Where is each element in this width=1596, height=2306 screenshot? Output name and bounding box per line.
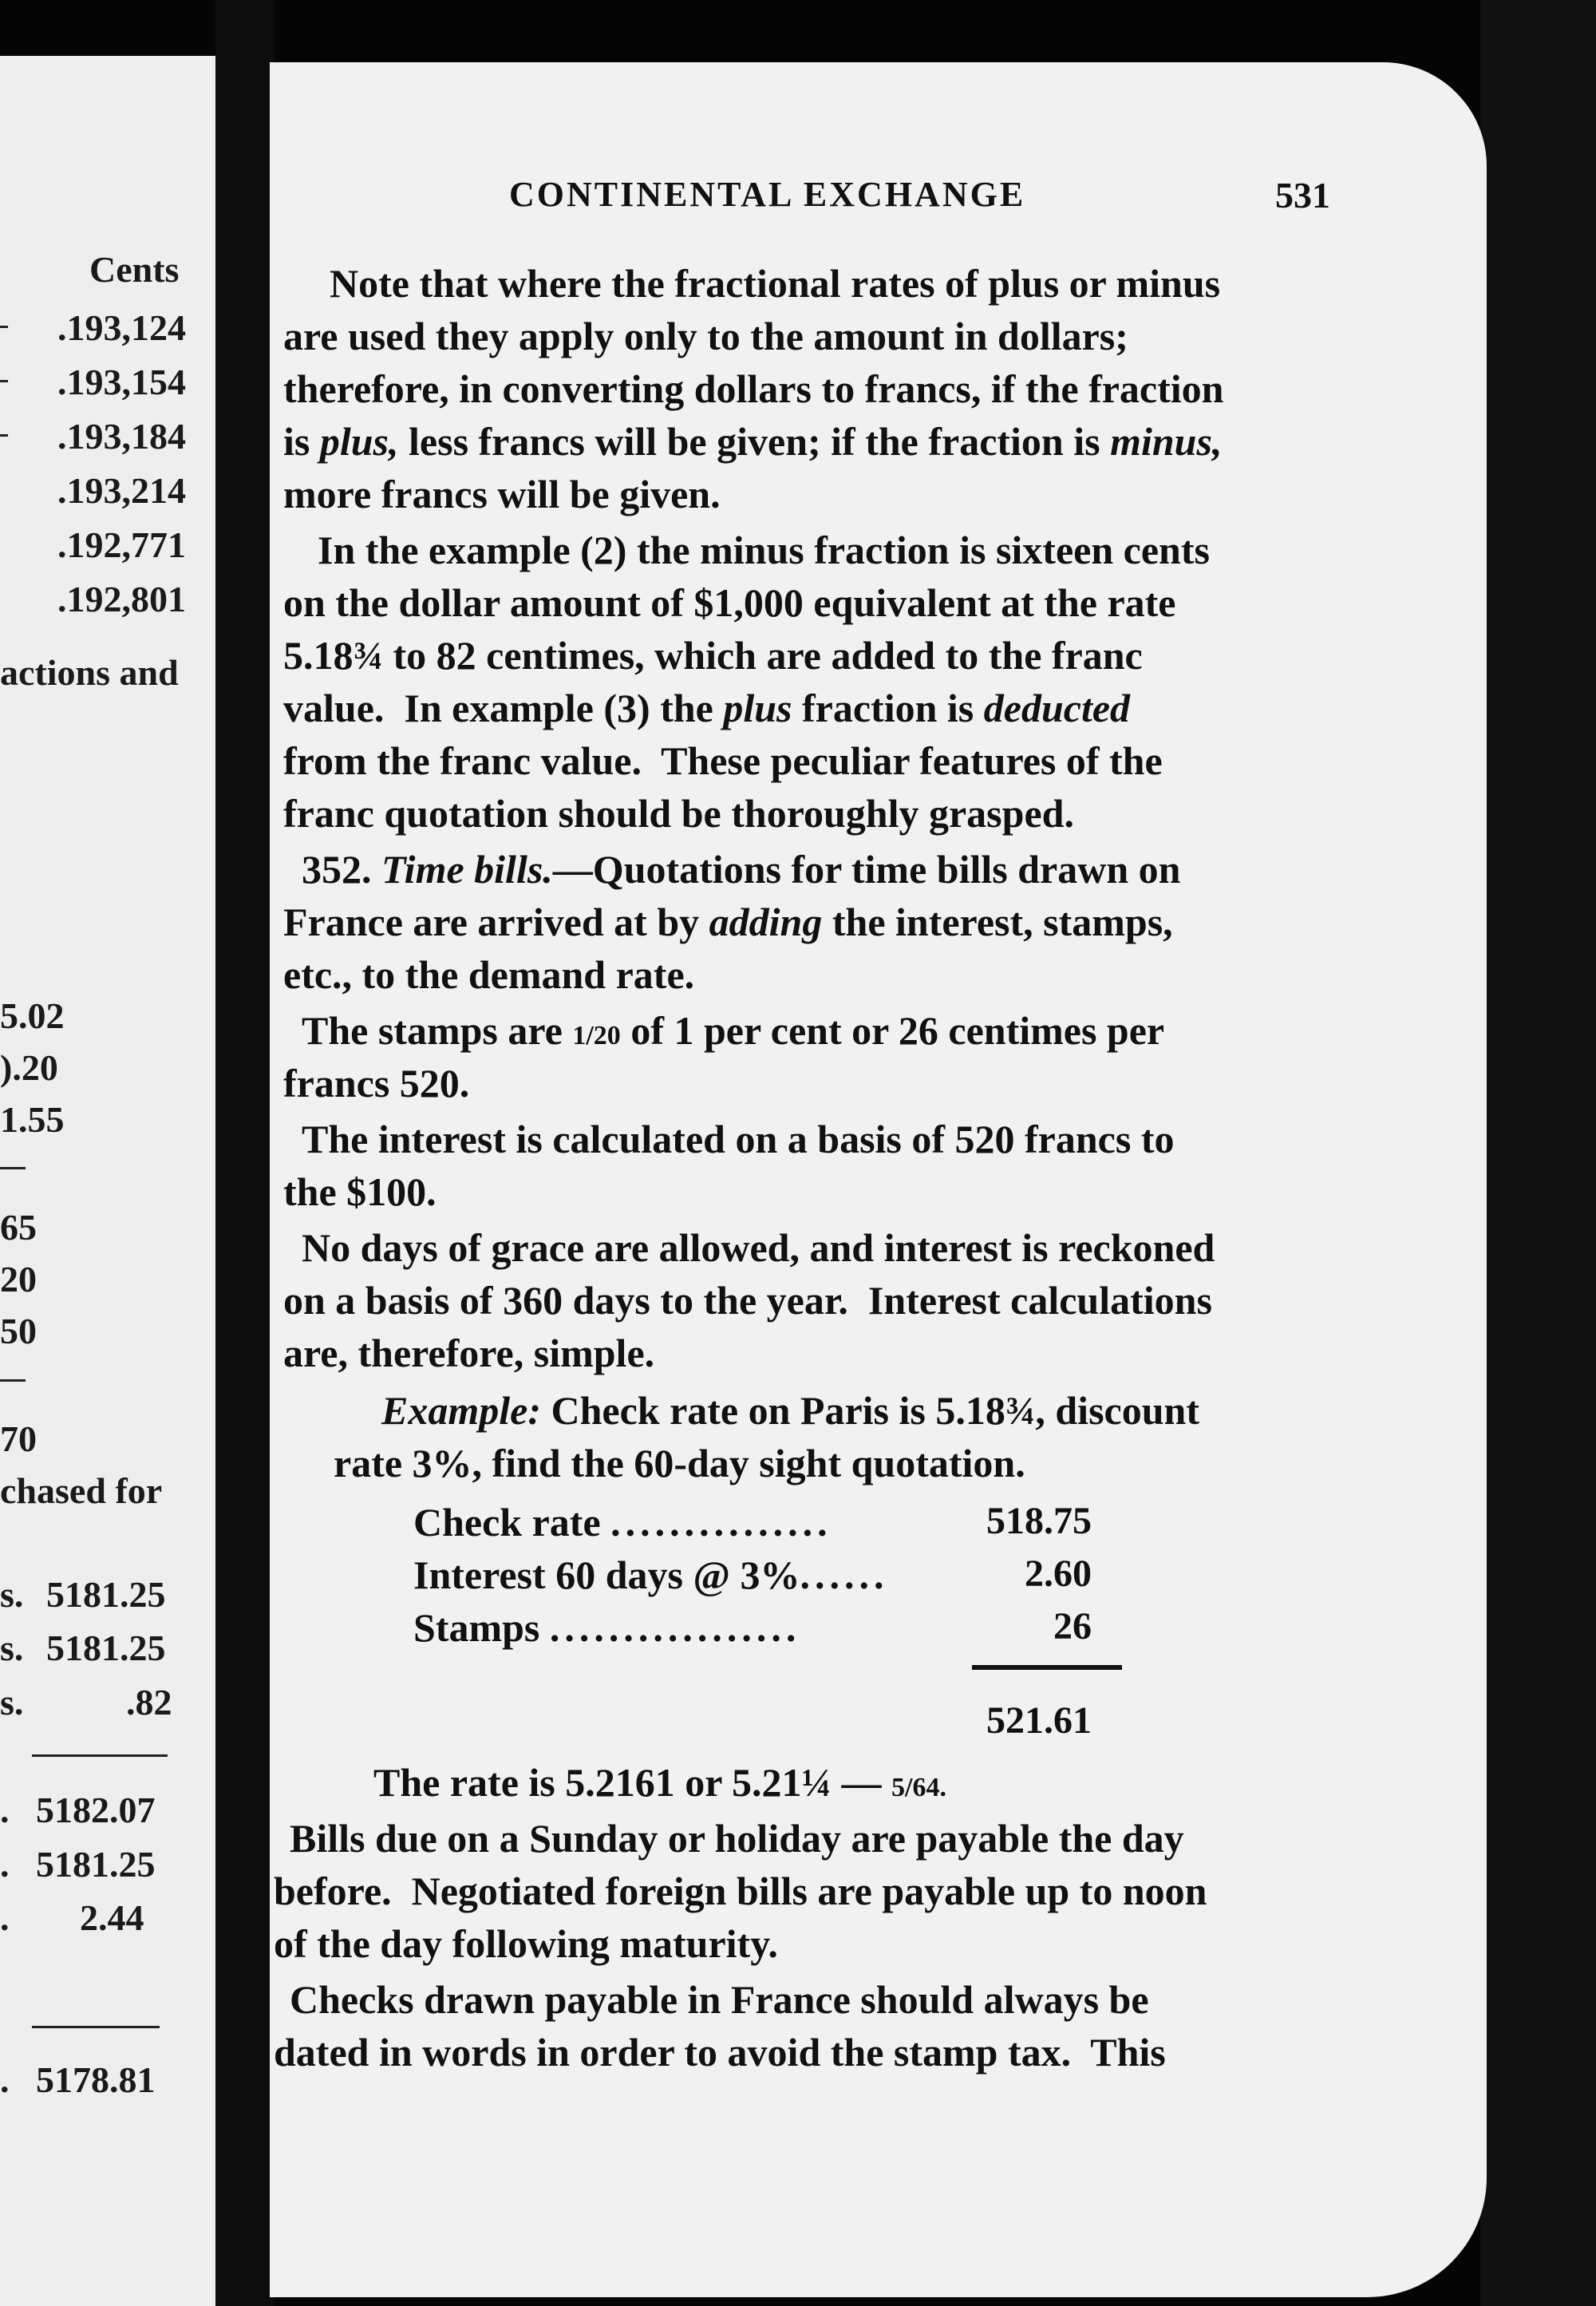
- cents-value: .192,801: [57, 579, 186, 619]
- section-heading: 352. Time bills.—Quotations for time bills drawn on: [302, 847, 1181, 892]
- text-line: rate 3%, find the 60-day sight quotation.: [334, 1441, 1025, 1485]
- partial-number: 20: [0, 1259, 37, 1299]
- rule-line: [32, 2026, 160, 2028]
- text-line: 5.18¾ to 82 centimes, which are added to the franc: [283, 633, 1143, 678]
- francs-value: 5181.25: [46, 1574, 166, 1615]
- calc-row-stamps: Stamps .................: [413, 1605, 801, 1650]
- rule-line: [0, 1379, 26, 1382]
- cents-value: .192,771: [57, 524, 186, 565]
- francs-value: 5181.25: [46, 1628, 166, 1668]
- left-page-fragment: [0, 56, 225, 2306]
- francs-prefix: .: [0, 1844, 10, 1885]
- partial-number: 65: [0, 1207, 37, 1248]
- text-line: from the franc value. These peculiar features of the: [283, 738, 1163, 783]
- text-line: Checks drawn payable in France should always be: [290, 1977, 1149, 2022]
- calc-value: 26: [1053, 1605, 1092, 1647]
- text-line: of the day following maturity.: [274, 1921, 778, 1966]
- page-number: 531: [1275, 175, 1330, 216]
- calc-total: 521.61: [986, 1699, 1092, 1742]
- text-line: on a basis of 360 days to the year. Interest calculations: [283, 1278, 1212, 1323]
- book-gutter: [215, 0, 275, 2306]
- running-header: CONTINENTAL EXCHANGE: [509, 175, 1026, 214]
- text-line: are used they apply only to the amount in dollars;: [283, 314, 1128, 358]
- text-line: The stamps are 1/20 of 1 per cent or 26 centimes per: [302, 1008, 1165, 1053]
- text-line: before. Negotiated foreign bills are payable up to noon: [274, 1869, 1207, 1913]
- francs-value: 5181.25: [36, 1844, 156, 1885]
- text-line: The rate is 5.2161 or 5.21¼ — 5/64.: [373, 1760, 946, 1805]
- francs-value: 5178.81: [36, 2059, 156, 2100]
- tick-mark: [0, 434, 8, 437]
- francs-prefix: s.: [0, 1628, 24, 1668]
- tick-mark: [0, 326, 8, 328]
- francs-value: .82: [126, 1682, 172, 1723]
- partial-number: 1.55: [0, 1099, 65, 1140]
- francs-prefix: .: [0, 2059, 10, 2100]
- book-page: [270, 62, 1487, 2297]
- text-line: France are arrived at by adding the interest, stamps,: [283, 900, 1173, 944]
- francs-prefix: s.: [0, 1574, 24, 1615]
- calc-row-interest: Interest 60 days @ 3%......: [413, 1552, 889, 1597]
- text-line: dated in words in order to avoid the stamp tax. This: [274, 2030, 1166, 2075]
- text-line: In the example (2) the minus fraction is sixteen cents: [318, 528, 1210, 572]
- sum-rule: [972, 1665, 1122, 1670]
- text-line: value. In example (3) the plus fraction is deducted: [283, 686, 1131, 730]
- calc-value: 2.60: [1025, 1552, 1092, 1595]
- rule-line: [32, 1754, 168, 1757]
- rule-line: [0, 1167, 26, 1169]
- partial-number: ).20: [0, 1047, 58, 1088]
- text-line: more francs will be given.: [283, 472, 721, 516]
- text-line: is plus, less francs will be given; if the fraction is minus,: [283, 419, 1223, 464]
- francs-prefix: .: [0, 1790, 10, 1830]
- partial-number: 50: [0, 1311, 37, 1351]
- example-heading: Example: Check rate on Paris is 5.18¾, discount: [381, 1388, 1199, 1433]
- francs-value: 2.44: [80, 1897, 144, 1938]
- cents-value: .193,184: [57, 416, 186, 457]
- text-line: Bills due on a Sunday or holiday are payable the day: [290, 1816, 1184, 1861]
- text-line: francs 520.: [283, 1061, 470, 1106]
- francs-prefix: s.: [0, 1682, 24, 1723]
- text-line: The interest is calculated on a basis of 520 francs to: [302, 1117, 1175, 1161]
- tick-mark: [0, 380, 8, 382]
- cents-value: .193,214: [57, 470, 186, 511]
- text-line: etc., to the demand rate.: [283, 952, 695, 997]
- book-edge: [1480, 0, 1596, 2306]
- fragment-text: actions and: [0, 652, 179, 693]
- text-line: are, therefore, simple.: [283, 1331, 655, 1375]
- text-line: the $100.: [283, 1169, 437, 1214]
- calc-value: 518.75: [986, 1500, 1092, 1542]
- partial-number: 70: [0, 1418, 37, 1459]
- francs-prefix: .: [0, 1897, 10, 1938]
- calc-row-check-rate: Check rate ...............: [413, 1500, 832, 1545]
- francs-value: 5182.07: [36, 1790, 156, 1830]
- cents-header: Cents: [89, 249, 180, 290]
- partial-number: 5.02: [0, 995, 65, 1036]
- cents-value: .193,124: [57, 307, 186, 348]
- text-line: No days of grace are allowed, and interest is reckoned: [302, 1225, 1215, 1270]
- text-line: Note that where the fractional rates of plus or minus: [330, 261, 1221, 306]
- text-line: therefore, in converting dollars to francs, if the fraction: [283, 366, 1224, 411]
- text-line: on the dollar amount of $1,000 equivalent at the rate: [283, 580, 1176, 625]
- fragment-text: chased for: [0, 1470, 163, 1511]
- text-line: franc quotation should be thoroughly grasped.: [283, 791, 1074, 836]
- cents-value: .193,154: [57, 362, 186, 402]
